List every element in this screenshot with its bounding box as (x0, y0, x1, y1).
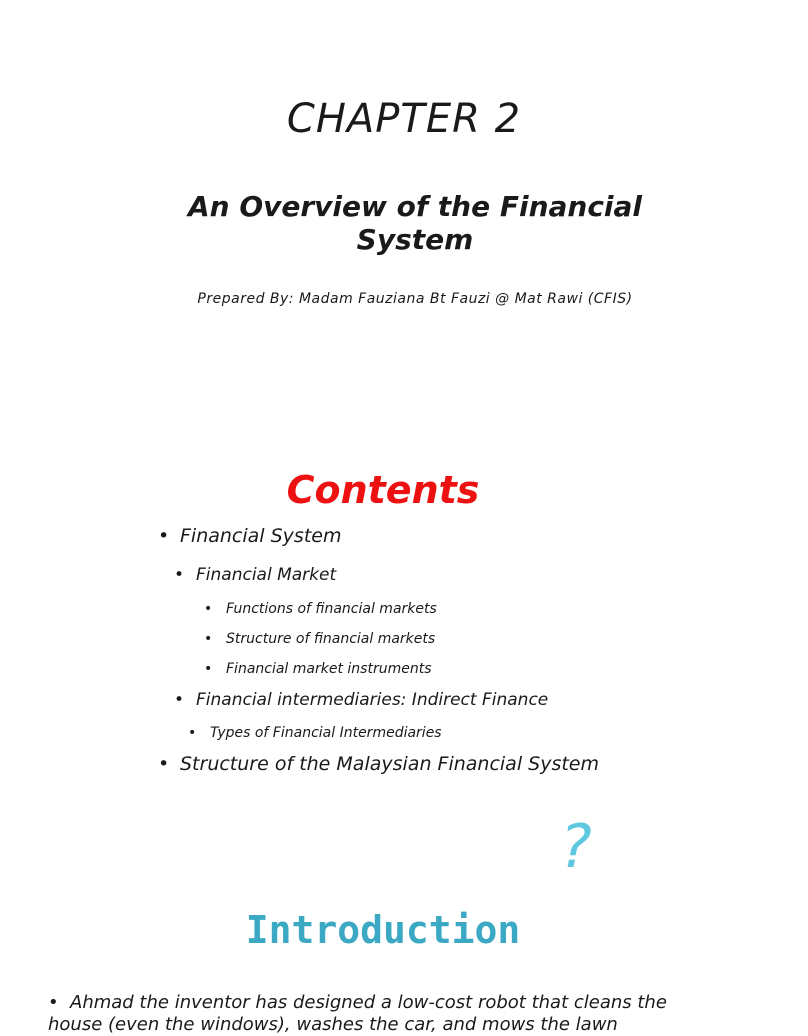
contents-item-label: Functions of financial markets (226, 601, 437, 617)
contents-item-label: Types of Financial Intermediaries (210, 725, 442, 741)
contents-item-label: Financial intermediaries: Indirect Finance (196, 690, 549, 710)
contents-item-label: Structure of the Malaysian Financial System (180, 753, 599, 775)
contents-slide (0, 430, 768, 810)
bullet-dot-icon: • (204, 601, 213, 617)
contents-item (158, 525, 341, 547)
contents-item (188, 725, 442, 741)
bullet-dot-icon: • (158, 525, 170, 547)
contents-item-label: Financial System (180, 525, 342, 547)
contents-item-label: Structure of financial markets (226, 631, 436, 647)
prepared-by-text: Prepared By: Madam Fauziana Bt Fauzi @ Mat Rawi (CFIS) (197, 291, 633, 307)
title-slide (0, 0, 768, 420)
contents-item (158, 753, 599, 775)
bullet-dot-icon: • (174, 565, 185, 585)
contents-item (204, 631, 435, 647)
contents-item-label: Financial Market (196, 565, 337, 585)
contents-item (204, 661, 432, 677)
introduction-bullet (48, 992, 708, 1036)
bullet-dot-icon: • (174, 690, 185, 710)
contents-heading: Contents (286, 468, 480, 512)
introduction-bullet-text: Ahmad the inventor has designed a low-cost robot that cleans the house (even the windows), washes the car, and mows the lawn (48, 992, 667, 1035)
bullet-dot-icon: • (204, 661, 213, 677)
chapter-subtitle: An Overview of the Financial System (187, 190, 643, 256)
chapter-title: CHAPTER 2 (286, 96, 522, 142)
introduction-heading: Introduction (245, 908, 521, 952)
bullet-dot-icon: • (48, 992, 59, 1013)
introduction-slide (0, 812, 768, 1035)
contents-item (174, 690, 548, 710)
question-mark-icon: ? (560, 812, 592, 882)
contents-item (174, 565, 336, 585)
bullet-dot-icon: • (158, 753, 170, 775)
contents-item (204, 601, 437, 617)
bullet-dot-icon: • (188, 725, 197, 741)
contents-item-label: Financial market instruments (226, 661, 432, 677)
bullet-dot-icon: • (204, 631, 213, 647)
